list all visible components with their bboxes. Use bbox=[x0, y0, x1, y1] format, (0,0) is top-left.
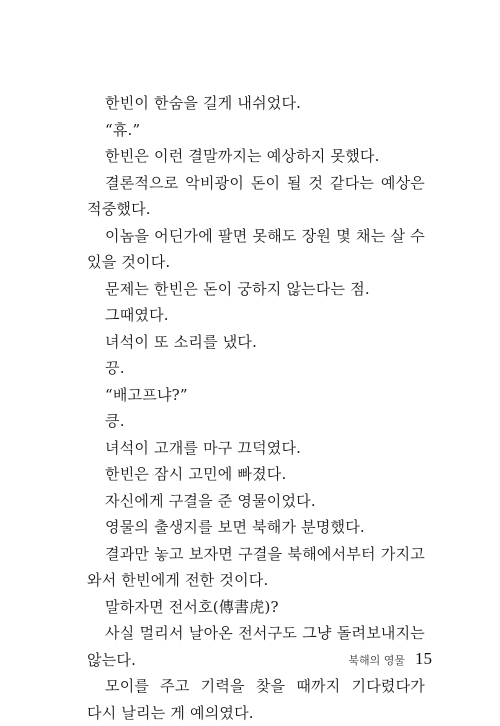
paragraph: 자신에게 구결을 준 영물이었다. bbox=[105, 491, 316, 510]
paragraph: 그때였다. bbox=[105, 306, 169, 324]
running-title: 북해의 영물 bbox=[348, 654, 405, 667]
page-number: 15 bbox=[415, 649, 432, 668]
paragraph: 한빈이 한숨을 길게 내쉬었다. bbox=[105, 94, 302, 112]
paragraph: 끙. bbox=[105, 359, 125, 377]
paragraph: 모이를 주고 기력을 찾을 때까지 기다렸다가 다시 날리는 게 예의였다. bbox=[87, 677, 425, 722]
paragraph: 녀석이 고개를 마구 끄덕였다. bbox=[105, 438, 302, 457]
paragraph: 한빈은 이런 결말까지는 예상하지 못했다. bbox=[105, 147, 380, 165]
paragraph: 킁. bbox=[105, 412, 125, 430]
paragraph: 한빈은 잠시 고민에 빠졌다. bbox=[105, 465, 287, 483]
paragraph: “휴.” bbox=[105, 120, 141, 139]
paragraph: 말하자면 전서호(傳書虎)? bbox=[105, 597, 279, 616]
paragraph: 결론적으로 악비광이 돈이 될 것 같다는 예상은 적중했다. bbox=[87, 173, 425, 218]
paragraph: 이놈을 어딘가에 팔면 못해도 장원 몇 채는 살 수 있을 것이다. bbox=[87, 226, 425, 271]
paragraph: 녀석이 또 소리를 냈다. bbox=[105, 332, 258, 351]
page-footer bbox=[348, 649, 432, 669]
paragraph: 사실 멀리서 날아온 전서구도 그냥 돌려보내지는 않는다. bbox=[87, 624, 425, 669]
body-text bbox=[87, 90, 425, 726]
paragraph: “배고프냐?” bbox=[105, 385, 188, 404]
paragraph: 영물의 출생지를 보면 북해가 분명했다. bbox=[105, 518, 365, 536]
paragraph: 결과만 놓고 보자면 구결을 북해에서부터 가지고 와서 한빈에게 전한 것이다. bbox=[87, 544, 425, 589]
paragraph: 문제는 한빈은 돈이 궁하지 않는다는 점. bbox=[105, 279, 370, 298]
